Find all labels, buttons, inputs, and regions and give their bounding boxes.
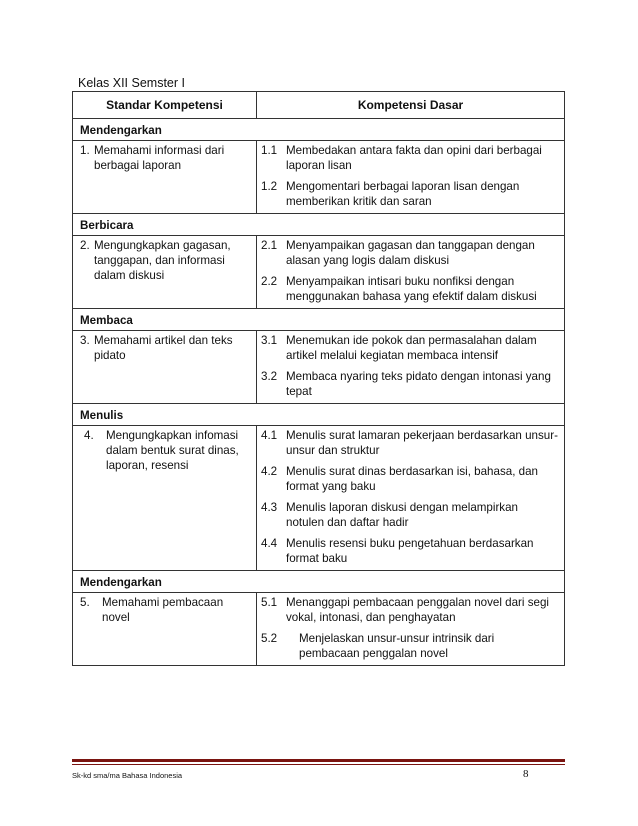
section-content-row (73, 331, 565, 404)
kd-item (261, 428, 558, 458)
kd-number: 4.2 (261, 465, 278, 478)
sk-text: Memahami pembacaan novel (102, 596, 224, 624)
kd-number: 3.1 (261, 334, 278, 347)
kd-text: Menulis resensi buku pengetahuan berdasarkan format baku (286, 537, 534, 565)
kd-number: 4.4 (261, 537, 278, 550)
kd-number: 3.2 (261, 370, 278, 383)
kd-text: Membaca nyaring teks pidato dengan intonasi yang tepat (286, 370, 551, 398)
header-standar-kompetensi: Standar Kompetensi (73, 92, 257, 119)
section-heading: Berbicara (73, 214, 565, 236)
section-heading-row (73, 571, 565, 593)
section-content-row (73, 141, 565, 214)
footer-rule-thin (72, 764, 565, 765)
sk-number: 1. (80, 144, 90, 157)
section-heading-row (73, 309, 565, 331)
kd-number: 2.1 (261, 239, 278, 252)
section-content-row (73, 426, 565, 571)
kd-item (261, 500, 558, 530)
kd-number: 4.1 (261, 429, 278, 442)
kd-item (261, 464, 558, 494)
kd-item (261, 238, 558, 268)
section-content-row (73, 593, 565, 666)
sk-text: Memahami artikel dan teks pidato (94, 334, 233, 362)
kd-cell (257, 331, 565, 404)
sk-item (80, 238, 249, 283)
sk-item (80, 143, 249, 173)
kd-item (261, 274, 558, 304)
kd-item (261, 369, 558, 399)
kd-cell (257, 426, 565, 571)
kd-text: Menyampaikan intisari buku nonfiksi dengan menggunakan bahasa yang efektif dalam diskusi (286, 275, 537, 303)
header-kompetensi-dasar: Kompetensi Dasar (257, 92, 565, 119)
kd-text: Membedakan antara fakta dan opini dari berbagai laporan lisan (286, 144, 542, 172)
kd-number: 1.1 (261, 144, 278, 157)
kd-text: Menemukan ide pokok dan permasalahan dalam artikel melalui kegiatan membaca intensif (286, 334, 537, 362)
sk-number: 5. (80, 596, 90, 609)
section-heading: Mendengarkan (73, 119, 565, 141)
kd-item (261, 595, 558, 625)
section-heading-row (73, 214, 565, 236)
kd-item (261, 536, 558, 566)
section-content-row (73, 236, 565, 309)
kd-item (261, 143, 558, 173)
kd-cell (257, 236, 565, 309)
sk-number: 2. (80, 239, 90, 252)
kd-text: Menjelaskan unsur-unsur intrinsik dari pembacaan penggalan novel (299, 632, 495, 660)
sk-item (80, 428, 249, 473)
kd-item (261, 333, 558, 363)
kd-text: Menanggapi pembacaan penggalan novel dari segi vokal, intonasi, dan penghayatan (286, 596, 549, 624)
sk-text: Mengungkapkan gagasan, tanggapan, dan informasi dalam diskusi (94, 239, 231, 282)
sk-number: 3. (80, 334, 90, 347)
kd-cell (257, 141, 565, 214)
section-heading-row (73, 404, 565, 426)
footer-document-name: Sk-kd sma/ma Bahasa Indonesia (72, 771, 183, 780)
sk-item (80, 595, 249, 625)
kd-text: Menyampaikan gagasan dan tanggapan dengan alasan yang logis dalam diskusi (286, 239, 535, 267)
page-number: 8 (523, 768, 529, 780)
competency-table (72, 91, 565, 666)
kd-number: 2.2 (261, 275, 278, 288)
sk-cell (73, 236, 257, 309)
sk-cell (73, 426, 257, 571)
sk-item (80, 333, 249, 363)
kd-item (261, 631, 558, 661)
kd-number: 4.3 (261, 501, 278, 514)
sk-text: Mengungkapkan infomasi dalam bentuk surat dinas, laporan, resensi (106, 429, 239, 472)
sk-cell (73, 141, 257, 214)
sk-cell (73, 331, 257, 404)
kd-cell (257, 593, 565, 666)
section-heading-row (73, 119, 565, 141)
kd-text: Menulis laporan diskusi dengan melampirkan notulen dan daftar hadir (286, 501, 518, 529)
kd-item (261, 179, 558, 209)
sk-cell (73, 593, 257, 666)
kd-text: Menulis surat lamaran pekerjaan berdasarkan unsur-unsur dan struktur (286, 429, 558, 457)
section-heading: Menulis (73, 404, 565, 426)
footer-rule (72, 759, 565, 762)
table-header-row (73, 92, 565, 119)
kd-number: 1.2 (261, 180, 278, 193)
sk-text: Memahami informasi dari berbagai laporan (94, 144, 225, 172)
sk-number: 4. (84, 429, 94, 442)
section-heading: Mendengarkan (73, 571, 565, 593)
section-heading: Membaca (73, 309, 565, 331)
kd-number: 5.1 (261, 596, 278, 609)
kd-number: 5.2 (261, 632, 278, 645)
page-title: Kelas XII Semster I (78, 76, 185, 90)
kd-text: Menulis surat dinas berdasarkan isi, bahasa, dan format yang baku (286, 465, 538, 493)
kd-text: Mengomentari berbagai laporan lisan dengan memberikan kritik dan saran (286, 180, 520, 208)
